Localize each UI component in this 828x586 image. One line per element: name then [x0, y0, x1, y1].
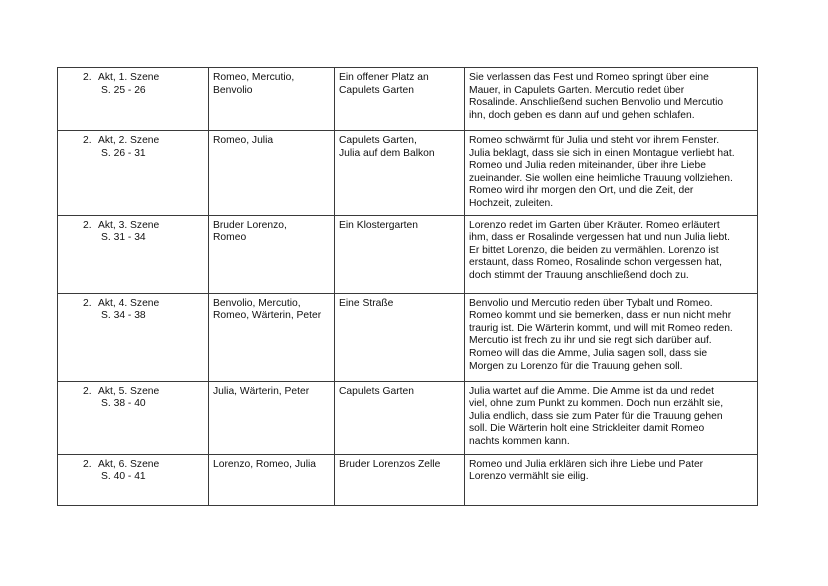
location-cell	[335, 381, 465, 454]
table-row	[58, 68, 758, 131]
act-scene-label: Akt, 6. Szene	[98, 458, 160, 470]
table-row	[58, 293, 758, 381]
page-range: S. 40 - 41	[101, 471, 146, 483]
table-row	[58, 215, 758, 293]
act-scene-label: Akt, 3. Szene	[98, 219, 160, 231]
act-scene-cell	[58, 454, 209, 505]
characters-cell	[209, 454, 335, 505]
page-range: S. 31 - 34	[101, 232, 146, 244]
location-text: Bruder Lorenzos Zelle	[339, 458, 441, 470]
content-cell	[465, 381, 758, 454]
content-text: Romeo schwärmt für Julia und steht vor ihrem Fenster. Julia beklagt, dass sie sich in einen Montague verliebt hat. Romeo und Julia reden miteinander, über ihre Liebe zueinander. Sie wollen eine heimliche Trauung vollziehen. Romeo wird ihr morgen den Ort, und die Zeit, der Hochzeit, zuleiten.	[469, 135, 735, 209]
act-scene-cell	[58, 381, 209, 454]
characters-cell	[209, 215, 335, 293]
characters-text: Romeo, Mercutio, Benvolio	[213, 72, 295, 96]
table-row	[58, 381, 758, 454]
act-number: 2.	[83, 219, 92, 231]
act-scene-cell	[58, 68, 209, 131]
characters-cell	[209, 381, 335, 454]
page-range: S. 34 - 38	[101, 310, 146, 322]
act-scene-cell	[58, 215, 209, 293]
characters-text: Romeo, Julia	[213, 135, 274, 146]
page-range: S. 26 - 31	[101, 147, 146, 159]
act-number: 2.	[83, 458, 92, 470]
content-cell	[465, 131, 758, 216]
content-text: Benvolio und Mercutio reden über Tybalt und Romeo. Romeo kommt und sie bemerken, dass er nun nicht mehr traurig ist. Die Wärterin kommt, und will mit Romeo reden. Mercutio ist frech zu ihr und sie regt sich darüber auf. Romeo will das die Amme, Julia sagen soll, dass sie Morgen zu Lorenzo für die Trauung gehen soll.	[469, 297, 733, 372]
location-text: Ein Klostergarten	[339, 219, 418, 231]
content-cell	[465, 68, 758, 131]
act-number: 2.	[83, 297, 92, 309]
table-row	[58, 454, 758, 505]
characters-cell	[209, 293, 335, 381]
location-cell	[335, 215, 465, 293]
characters-text: Bruder Lorenzo, Romeo	[213, 219, 287, 244]
act-scene-label: Akt, 4. Szene	[98, 297, 160, 309]
characters-cell	[209, 68, 335, 131]
content-text: Julia wartet auf die Amme. Die Amme ist da und redet viel, ohne zum Punkt zu kommen. Doch nun erzählt sie, Julia endlich, dass sie zum Pater für die Trauung gehen soll. Die Wärterin holt eine Strickleiter damit Romeo nachts kommen kann.	[469, 385, 724, 447]
table-row	[58, 131, 758, 216]
content-text: Romeo und Julia erklären sich ihre Liebe und Pater Lorenzo vermählt sie eilig.	[469, 458, 704, 483]
act-scene-label: Akt, 5. Szene	[98, 385, 160, 397]
characters-cell	[209, 131, 335, 216]
characters-text: Julia, Wärterin, Peter	[213, 385, 310, 397]
location-text: Capulets Garten, Julia auf dem Balkon	[339, 135, 435, 159]
act-number: 2.	[83, 72, 92, 83]
page-range: S. 38 - 40	[101, 398, 146, 410]
act-scene-label: Akt, 2. Szene	[98, 135, 160, 146]
location-cell	[335, 293, 465, 381]
page-range: S. 25 - 26	[101, 84, 146, 96]
act-scene-cell	[58, 131, 209, 216]
location-cell	[335, 454, 465, 505]
content-text: Lorenzo redet im Garten über Kräuter. Romeo erläutert ihm, dass er Rosalinde vergessen hat und nun Julia liebt. Er bittet Lorenzo, die beiden zu vermählen. Lorenzo ist erstaunt, dass Romeo, Rosalinde schon vergessen hat, doch stimmt der Trauung anschließend doch zu.	[469, 219, 731, 281]
scene-table	[57, 67, 758, 506]
content-cell	[465, 293, 758, 381]
location-cell	[335, 131, 465, 216]
act-scene-label: Akt, 1. Szene	[98, 72, 160, 83]
act-number: 2.	[83, 385, 92, 397]
location-cell	[335, 68, 465, 131]
characters-text: Benvolio, Mercutio, Romeo, Wärterin, Peter	[213, 297, 322, 322]
content-cell	[465, 215, 758, 293]
location-text: Capulets Garten	[339, 385, 414, 397]
content-cell	[465, 454, 758, 505]
location-text: Eine Straße	[339, 297, 394, 309]
act-number: 2.	[83, 135, 92, 146]
act-scene-cell	[58, 293, 209, 381]
content-text: Sie verlassen das Fest und Romeo springt über eine Mauer, in Capulets Garten. Mercutio redet über Rosalinde. Anschließend suchen Benvolio und Mercutio ihn, doch geben es dann auf und gehen schlafen.	[469, 72, 724, 121]
characters-text: Lorenzo, Romeo, Julia	[213, 458, 317, 470]
location-text: Ein offener Platz an Capulets Garten	[339, 72, 429, 96]
